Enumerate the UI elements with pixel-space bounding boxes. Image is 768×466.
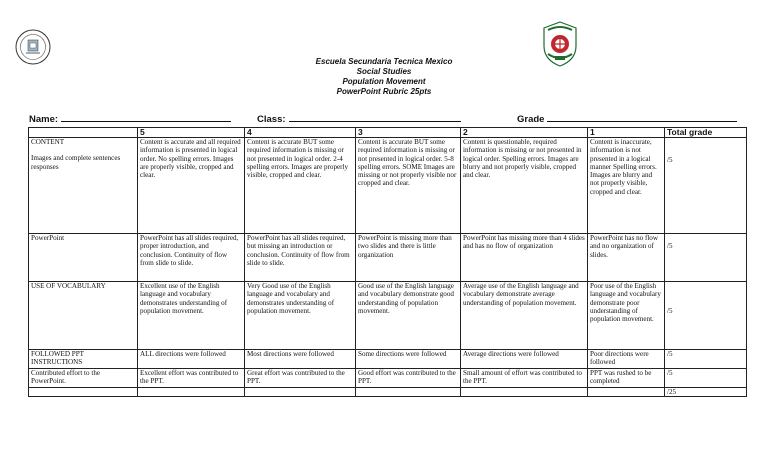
- total-points: /5: [667, 156, 673, 164]
- rubric-title: PowerPoint Rubric 25pts: [336, 87, 432, 96]
- header-score-3: 3: [356, 128, 461, 138]
- school-name: Escuela Secundaria Tecnica Mexico: [315, 57, 453, 66]
- rubric-row-powerpoint: [29, 234, 747, 282]
- document-header: [0, 57, 768, 97]
- rubric-table: [28, 127, 747, 397]
- rubric-row-content: [29, 138, 747, 234]
- descriptor-score-2: Content is questionable, required information is missing or not presented in logical order. Spelling errors. Images are blurry and not properly visible, cropped and clear.: [461, 138, 588, 234]
- descriptor-score-4: PowerPoint has all slides required, but missing an introduction or conclusion. Continuity of flow from slide to slide.: [245, 234, 356, 282]
- header-score-5: 5: [138, 128, 245, 138]
- total-cell[interactable]: [665, 282, 747, 350]
- descriptor-score-1: Content is inaccurate, information is not presented in a logical manner Spelling errors. Images are blurry and not properly visible, cropped and clear.: [588, 138, 665, 234]
- total-points: /5: [667, 242, 673, 250]
- total-points: /5: [667, 369, 673, 377]
- descriptor-score-3: PowerPoint is missing more than two slides and there is little organization: [356, 234, 461, 282]
- grade-blank-line[interactable]: [547, 112, 737, 122]
- total-points: /5: [667, 307, 673, 315]
- empty-cell: [29, 388, 138, 397]
- descriptor-score-4: Content is accurate BUT some required information is missing or not presented in logical order. 2-4 spelling errors. Images are properly visible, cropped and clear.: [245, 138, 356, 234]
- rubric-row-instructions: [29, 350, 747, 369]
- name-field[interactable]: [29, 112, 231, 125]
- descriptor-score-2: Average directions were followed: [461, 350, 588, 369]
- criterion-cell: [29, 350, 138, 369]
- descriptor-score-3: Some directions were followed: [356, 350, 461, 369]
- descriptor-score-5: Excellent use of the English language and vocabulary demonstrates understanding of population movement.: [138, 282, 245, 350]
- descriptor-score-3: Good use of the English language and vocabulary demonstrate good understanding of population movement.: [356, 282, 461, 350]
- descriptor-score-1: PPT was rushed to be completed: [588, 369, 665, 388]
- rubric-header-row: [29, 128, 747, 138]
- header-criterion: [29, 128, 138, 138]
- total-cell[interactable]: [665, 369, 747, 388]
- descriptor-score-1: Poor use of the English language and vocabulary demonstrate poor understanding of population movement.: [588, 282, 665, 350]
- empty-cell: [245, 388, 356, 397]
- descriptor-score-4: Great effort was contributed to the PPT.: [245, 369, 356, 388]
- criterion-title: Contributed effort to the PowerPoint.: [31, 369, 101, 386]
- descriptor-score-2: Small amount of effort was contributed to the PPT.: [461, 369, 588, 388]
- total-cell[interactable]: [665, 234, 747, 282]
- class-label: Class:: [257, 114, 286, 125]
- descriptor-score-4: Very Good use of the English language and vocabulary and demonstrates understanding of population movement.: [245, 282, 356, 350]
- header-score-1: 1: [588, 128, 665, 138]
- name-label: Name:: [29, 114, 59, 125]
- descriptor-score-1: Poor directions were followed: [588, 350, 665, 369]
- name-blank-line[interactable]: [61, 112, 231, 122]
- rubric-row-final-total: [29, 388, 747, 397]
- rubric-row-effort: [29, 369, 747, 388]
- criterion-title: USE OF VOCABULARY: [31, 282, 106, 290]
- criterion-title: CONTENT: [31, 138, 65, 146]
- empty-cell: [461, 388, 588, 397]
- criterion-cell: [29, 234, 138, 282]
- empty-cell: [138, 388, 245, 397]
- total-cell[interactable]: [665, 138, 747, 234]
- descriptor-score-2: Average use of the English language and vocabulary demonstrate average understanding of population movement.: [461, 282, 588, 350]
- header-total-grade: Total grade: [665, 128, 747, 138]
- descriptor-score-3: Good effort was contributed to the PPT.: [356, 369, 461, 388]
- empty-cell: [356, 388, 461, 397]
- empty-cell: [588, 388, 665, 397]
- descriptor-score-5: ALL directions were followed: [138, 350, 245, 369]
- descriptor-score-1: PowerPoint has no flow and no organization of slides.: [588, 234, 665, 282]
- criterion-cell: [29, 138, 138, 234]
- header-score-4: 4: [245, 128, 356, 138]
- total-cell[interactable]: [665, 350, 747, 369]
- descriptor-score-5: Content is accurate and all required information is presented in logical order. No spelling errors. Images are properly visible, cropped and clear.: [138, 138, 245, 234]
- class-field[interactable]: [257, 112, 461, 125]
- topic-title: Population Movement: [342, 77, 426, 86]
- class-blank-line[interactable]: [289, 112, 461, 122]
- rubric-row-vocabulary: [29, 282, 747, 350]
- criterion-title: PowerPoint: [31, 234, 65, 242]
- grade-label: Grade: [517, 114, 545, 125]
- descriptor-score-4: Most directions were followed: [245, 350, 356, 369]
- criterion-title: FOLLOWED PPT INSTRUCTIONS: [31, 350, 84, 367]
- criterion-cell: [29, 369, 138, 388]
- criterion-subtitle: Images and complete sentences responses: [31, 154, 121, 171]
- header-score-2: 2: [461, 128, 588, 138]
- descriptor-score-3: Content is accurate BUT some required information is missing or not presented in logical order. 5-8 spelling errors. SOME Images are missing or not properly visible nor cropped and clear.: [356, 138, 461, 234]
- total-points: /5: [667, 350, 673, 358]
- descriptor-score-5: Excellent effort was contributed to the PPT.: [138, 369, 245, 388]
- final-total-cell[interactable]: /25: [665, 388, 747, 397]
- descriptor-score-2: PowerPoint has missing more than 4 slides and has no flow of organization: [461, 234, 588, 282]
- criterion-cell: [29, 282, 138, 350]
- subject-title: Social Studies: [356, 67, 412, 76]
- student-info-fields: [29, 112, 749, 124]
- grade-field[interactable]: [517, 112, 737, 125]
- descriptor-score-5: PowerPoint has all slides required, proper introduction, and conclusion. Continuity of flow from slide to slide.: [138, 234, 245, 282]
